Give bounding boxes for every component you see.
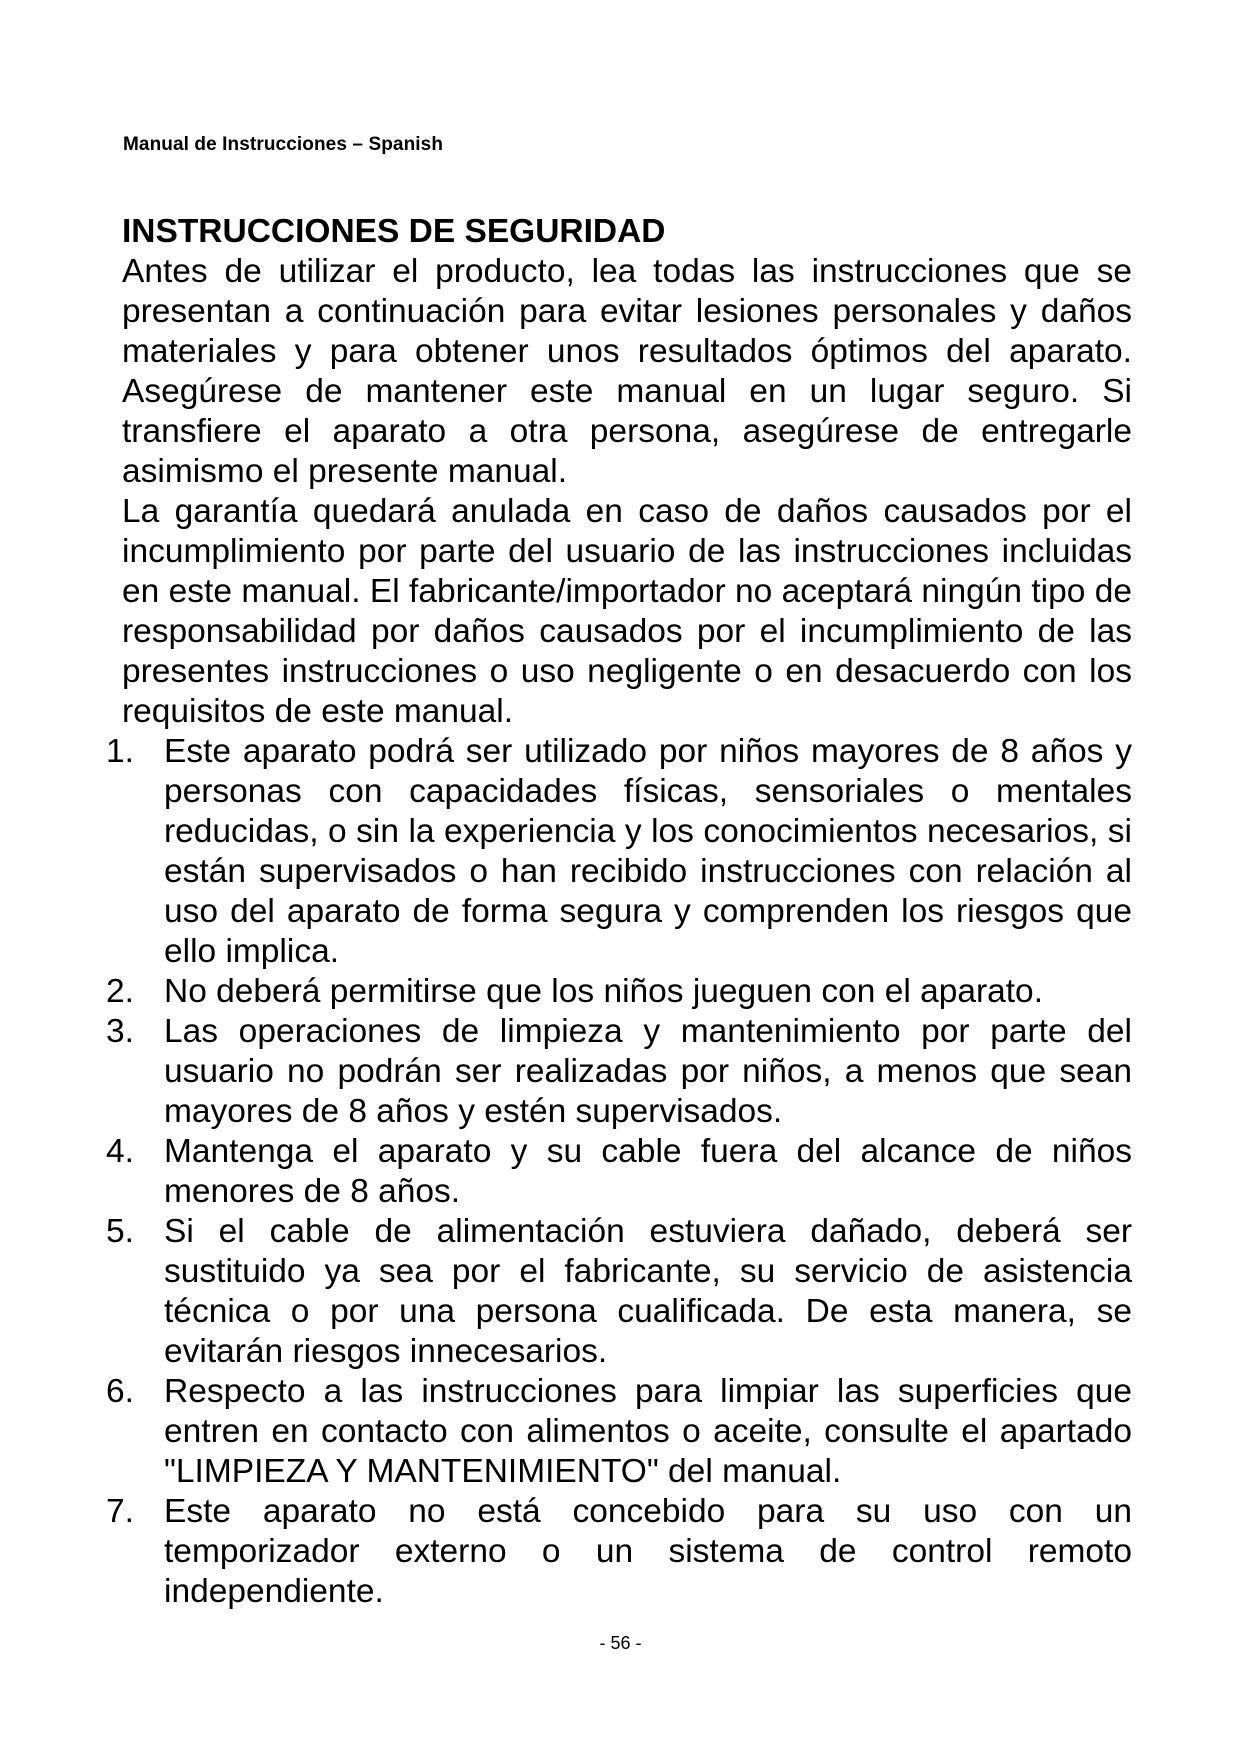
list-item-number: 6. — [106, 1373, 134, 1410]
list-item-number: 2. — [106, 973, 134, 1010]
list-item-number: 4. — [106, 1133, 134, 1170]
list-item-text: Mantenga el aparato y su cable fuera del alcance de niños menores de 8 años. — [164, 1133, 1132, 1210]
list-item-text: No deberá permitirse que los niños jueguen con el aparato. — [164, 973, 1043, 1010]
intro-paragraph: Antes de utilizar el producto, lea todas las instrucciones que se presentan a continuación para evitar lesiones personales y daños materiales y para obtener unos resultados óptimos del aparato. Asegúrese de mantener este manual en un lugar seguro. Si transfiere el aparato a otra persona, asegúrese de entregarle asimismo el presente manual. — [122, 253, 1132, 490]
safety-section — [106, 212, 1132, 1612]
list-item-number: 1. — [106, 733, 134, 770]
page-number: - 56 - — [599, 1633, 642, 1653]
safety-rules-list — [106, 732, 1132, 1612]
list-item — [106, 1132, 1132, 1212]
list-item — [106, 732, 1132, 972]
list-item — [106, 1372, 1132, 1492]
list-item-text: Las operaciones de limpieza y mantenimiento por parte del usuario no podrán ser realizadas por niños, a menos que sean mayores de 8 años y estén supervisados. — [164, 1013, 1132, 1130]
list-item-number: 3. — [106, 1013, 134, 1050]
running-header: Manual de Instrucciones – Spanish — [123, 134, 444, 155]
list-item — [106, 1212, 1132, 1372]
list-item-text: Si el cable de alimentación estuviera dañado, deberá ser sustituido ya sea por el fabricante, su servicio de asistencia técnica o por una persona cualificada. De esta manera, se evitarán riesgos innecesarios. — [164, 1213, 1132, 1370]
section-title: INSTRUCCIONES DE SEGURIDAD — [122, 213, 666, 250]
list-item — [106, 1012, 1132, 1132]
list-item — [106, 1492, 1132, 1612]
list-item — [106, 972, 1132, 1012]
list-item-text: Respecto a las instrucciones para limpiar las superficies que entren en contacto con alimentos o aceite, consulte el apartado "LIMPIEZA Y MANTENIMIENTO" del manual. — [164, 1373, 1132, 1490]
list-item-number: 5. — [106, 1213, 134, 1250]
list-item-text: Este aparato podrá ser utilizado por niños mayores de 8 años y personas con capacidades físicas, sensoriales o mentales reducidas, o sin la experiencia y los conocimientos necesarios, si están supervisados o han recibido instrucciones con relación al uso del aparato de forma segura y comprenden los riesgos que ello implica. — [164, 733, 1132, 970]
list-item-text: Este aparato no está concebido para su uso con un temporizador externo o un sistema de control remoto independiente. — [164, 1493, 1132, 1610]
list-item-number: 7. — [106, 1493, 134, 1530]
warranty-paragraph: La garantía quedará anulada en caso de daños causados por el incumplimiento por parte del usuario de las instrucciones incluidas en este manual. El fabricante/importador no aceptará ningún tipo de responsabilidad por daños causados por el incumplimiento de las presentes instrucciones o uso negligente o en desacuerdo con los requisitos de este manual. — [122, 493, 1132, 730]
